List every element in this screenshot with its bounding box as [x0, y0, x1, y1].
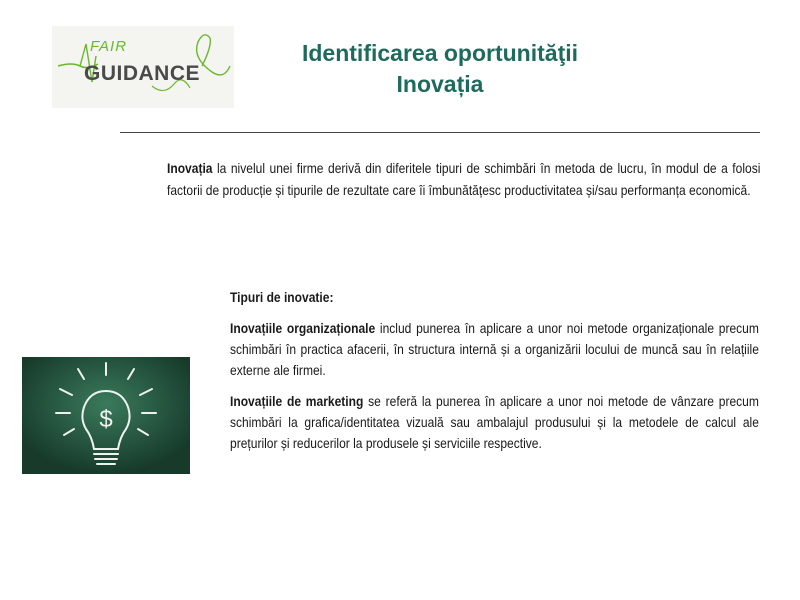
title-line-1: Identificarea oportunităţii: [301, 40, 579, 66]
fair-guidance-logo: [52, 26, 234, 108]
dollar-sign: $: [99, 406, 113, 433]
type-text: se referă la punerea în aplicare a unor noi metode de vânzare precum schimbări la grafica/identitatea vizuală sau ambalajul produsului și la metodele de calcul ale prețurilor și reducerilor la produsele și serviciile respective.: [230, 393, 759, 451]
types-heading: Tipuri de inovatie:: [230, 289, 334, 305]
page-title: [240, 38, 640, 100]
type-term: Inovațiile organizaționale: [230, 320, 376, 336]
intro-paragraph: [167, 157, 760, 201]
lightbulb-dollar-image: [22, 357, 190, 474]
logo-fair-text: FAIR: [90, 38, 128, 55]
type-item-organizational: [230, 318, 759, 381]
type-text: includ punerea în aplicare a unor noi metode organizaționale precum schimbări în practica afacerii, în structura internă și a organizării locului de muncă sau în relațiile externe ale firmei.: [230, 320, 759, 378]
intro-term: Inovația: [167, 160, 213, 176]
type-item-marketing: [230, 391, 759, 454]
intro-text: la nivelul unei firme derivă din diferitele tipuri de schimbări în metoda de lucru, în modul de a folosi factorii de producție și tipurile de rezultate care îi îmbunătățesc productivitatea și/sau performanța economică.: [167, 160, 761, 198]
title-line-2: Inovația: [396, 71, 484, 97]
type-term: Inovațiile de marketing: [230, 393, 364, 409]
innovation-types-section: [230, 287, 759, 464]
lightbulb-icon: [22, 357, 190, 474]
title-divider: [120, 132, 760, 133]
logo-guidance-text: GUIDANCE: [84, 62, 201, 85]
